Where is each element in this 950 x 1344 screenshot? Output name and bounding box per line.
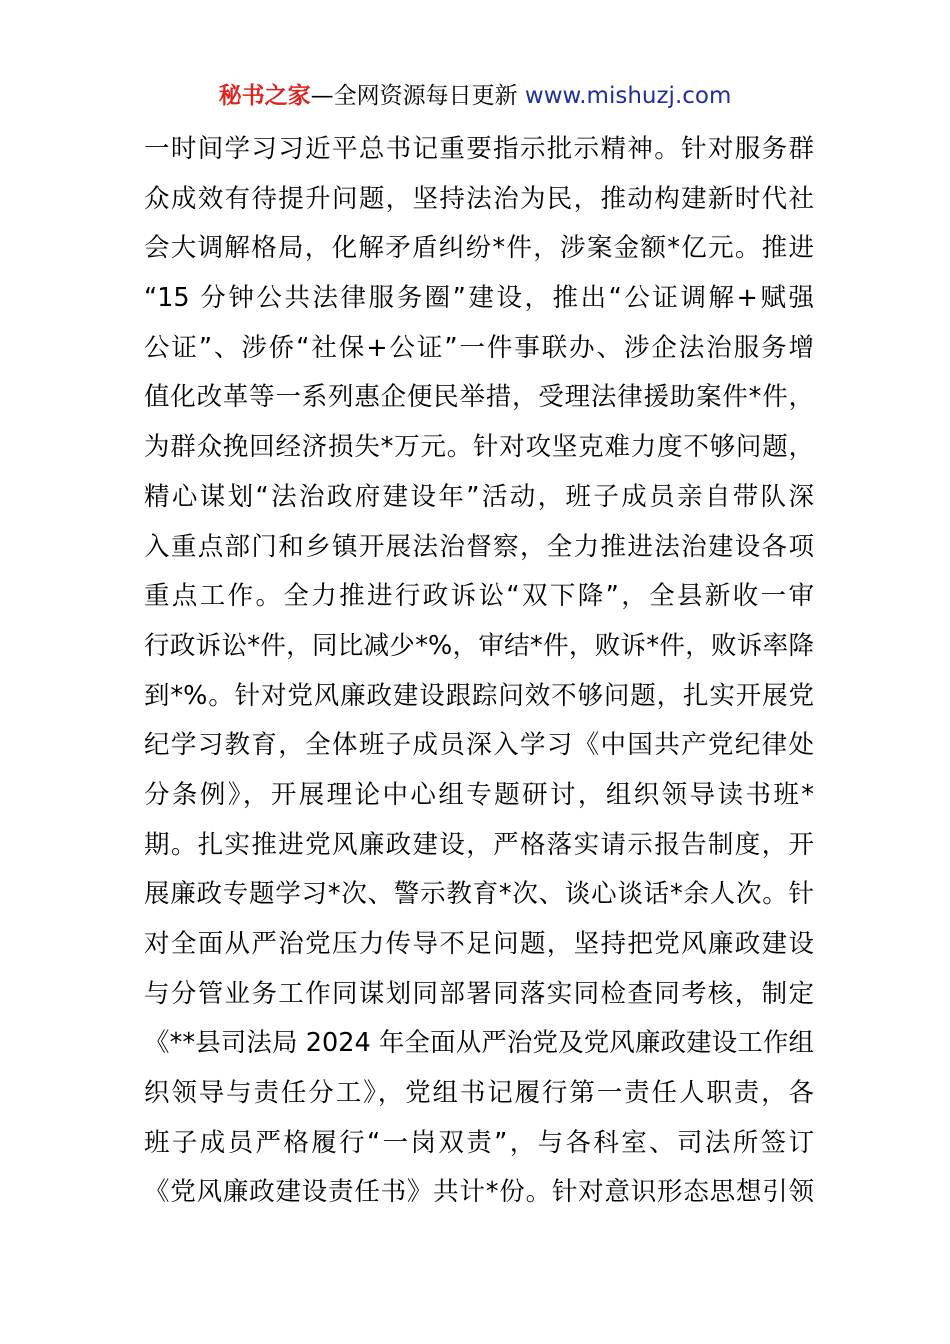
body-line: 纪学习教育，全体班子成员深入学习《中国共产党纪律处: [144, 730, 814, 761]
body-line: 精心谋划“法治政府建设年”活动，班子成员亲自带队深: [144, 481, 814, 512]
body-line: 会大调解格局，化解矛盾纠纷*件，涉案金额*亿元。推进: [144, 233, 814, 264]
body-line: 对全面从严治党压力传导不足问题，坚持把党风廉政建设: [144, 929, 814, 959]
body-line: 公证”、涉侨“社保+公证”一件事联办、涉企法治服务增: [144, 332, 814, 363]
site-header: [0, 80, 950, 112]
site-brand: 秘书之家: [218, 83, 311, 109]
body-line: 到*%。针对党风廉政建设跟踪问效不够问题，扎实开展党: [144, 680, 814, 711]
body-line: 织领导与责任分工》，党组书记履行第一责任人职责，各: [144, 1078, 814, 1109]
body-line: 《党风廉政建设责任书》共计*份。针对意识形态思想引领: [144, 1177, 814, 1208]
site-tagline: —全网资源每日更新: [310, 83, 525, 109]
body-line: 众成效有待提升问题，坚持法治为民，推动构建新时代社: [144, 183, 814, 214]
site-url-link[interactable]: www.mishuzj.com: [524, 83, 732, 109]
document-body: [144, 125, 814, 1218]
body-line: 与分管业务工作同谋划同部署同落实同检查同考核，制定: [144, 978, 814, 1009]
body-line: 展廉政专题学习*次、警示教育*次、谈心谈话*余人次。针: [144, 879, 814, 910]
body-line: 为群众挽回经济损失*万元。针对攻坚克难力度不够问题，: [144, 432, 814, 463]
body-line: 重点工作。全力推进行政诉讼“双下降”，全县新收一审: [144, 581, 814, 612]
body-line: 值化改革等一系列惠企便民举措，受理法律援助案件*件，: [144, 382, 814, 413]
body-line: 期。扎实推进党风廉政建设，严格落实请示报告制度，开: [144, 829, 814, 860]
body-line: “15 分钟公共法律服务圈”建设，推出“公证调解+赋强: [144, 283, 814, 314]
body-line: 分条例》，开展理论中心组专题研讨，组织领导读书班*: [144, 779, 814, 810]
body-line: 入重点部门和乡镇开展法治督察，全力推进法治建设各项: [144, 531, 814, 562]
body-line: 班子成员严格履行“一岗双责”，与各科室、司法所签订: [144, 1127, 814, 1158]
body-line: 行政诉讼*件，同比减少*%，审结*件，败诉*件，败诉率降: [144, 630, 814, 661]
body-line: 一时间学习习近平总书记重要指示批示精神。针对服务群: [144, 134, 814, 164]
body-line: 《**县司法局 2024 年全面从严治党及党风廉政建设工作组: [144, 1028, 814, 1059]
